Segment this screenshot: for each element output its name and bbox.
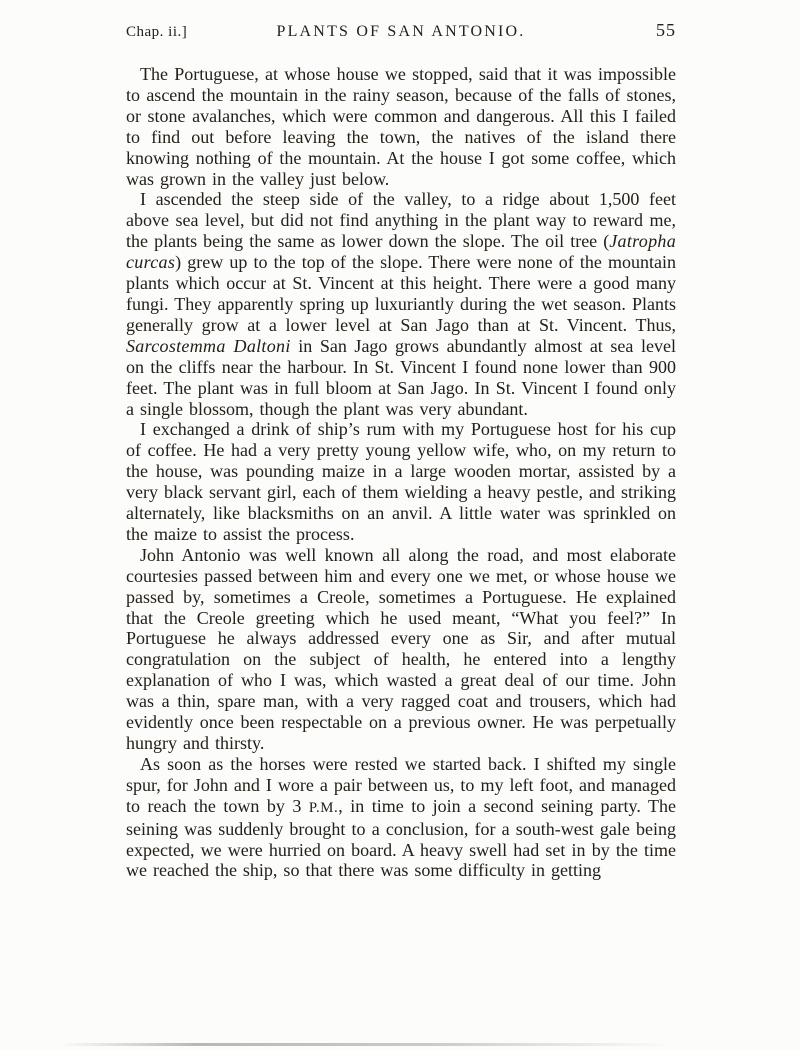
- species-name-italic: Jatropha curcas: [126, 231, 676, 273]
- scan-edge-shadow: [60, 1043, 740, 1046]
- page-number: 55: [656, 20, 676, 40]
- time-smallcaps: P.M.: [308, 799, 339, 816]
- paragraph-3: I exchanged a drink of ship’s rum with my Portuguese host for his cup of coffee. He had a very pretty young yellow wife, who, on my return to the house, was pounding maize in a large wooden mortar, assisted by a very black servant girl, each of them wielding a heavy pestle, and striking alternately, like blacksmiths on an anvil. A little water was sprinkled on the maize to assist the process.: [126, 419, 676, 544]
- paragraph-4: John Antonio was well known all along the road, and most elaborate courtesies passed between him and every one we met, or whose house we passed by, sometimes a Creole, sometimes a Portuguese. He explained that the Creole greeting which he used meant, “What you feel?” In Portuguese he always addressed every one as Sir, and after mutual congratulation on the subject of health, he entered into a lengthy explanation of who I was, which wasted a great deal of our time. John was a thin, spare man, with a very ragged coat and trousers, which had evidently once been respectable on a previous owner. He was perpetually hungry and thirsty.: [126, 544, 676, 753]
- running-title: PLANTS OF SAN ANTONIO.: [276, 23, 526, 40]
- species-name-italic: Sarcostemma Daltoni: [126, 335, 291, 356]
- chapter-label: Chap. ii.]: [126, 24, 188, 40]
- page-body: [126, 64, 676, 881]
- paragraph-5: As soon as the horses were rested we started back. I shifted my single spur, for John and I wore a pair between us, to my left foot, and managed to reach the town by 3 P.M., in time to join a second seining party. The seining was suddenly brought to a conclusion, for a south-west gale being expected, we were hurried on board. A heavy swell had set in by the time we reached the ship, so that there was some difficulty in getting: [126, 753, 676, 881]
- page-header: [126, 20, 676, 41]
- paragraph-1: The Portuguese, at whose house we stopped, said that it was impossible to ascend the mountain in the rainy season, because of the falls of stones, or stone avalanches, which were common and dangerous. All this I failed to find out before leaving the town, the natives of the island there knowing nothing of the mountain. At the house I got some coffee, which was grown in the valley just below.: [126, 64, 676, 189]
- paragraph-2: I ascended the steep side of the valley, to a ridge about 1,500 feet above sea level, but did not find anything in the plant way to reward me, the plants being the same as lower down the slope. The oil tree (Jatropha curcas) grew up to the top of the slope. There were none of the mountain plants which occur at St. Vincent at this height. There were a good many fungi. They apparently spring up luxuriantly during the wet season. Plants generally grow at a lower level at San Jago than at St. Vincent. Thus, Sarcostemma Daltoni in San Jago grows abundantly almost at sea level on the cliffs near the harbour. In St. Vincent I found none lower than 900 feet. The plant was in full bloom at San Jago. In St. Vincent I found only a single blossom, though the plant was very abundant.: [126, 189, 676, 419]
